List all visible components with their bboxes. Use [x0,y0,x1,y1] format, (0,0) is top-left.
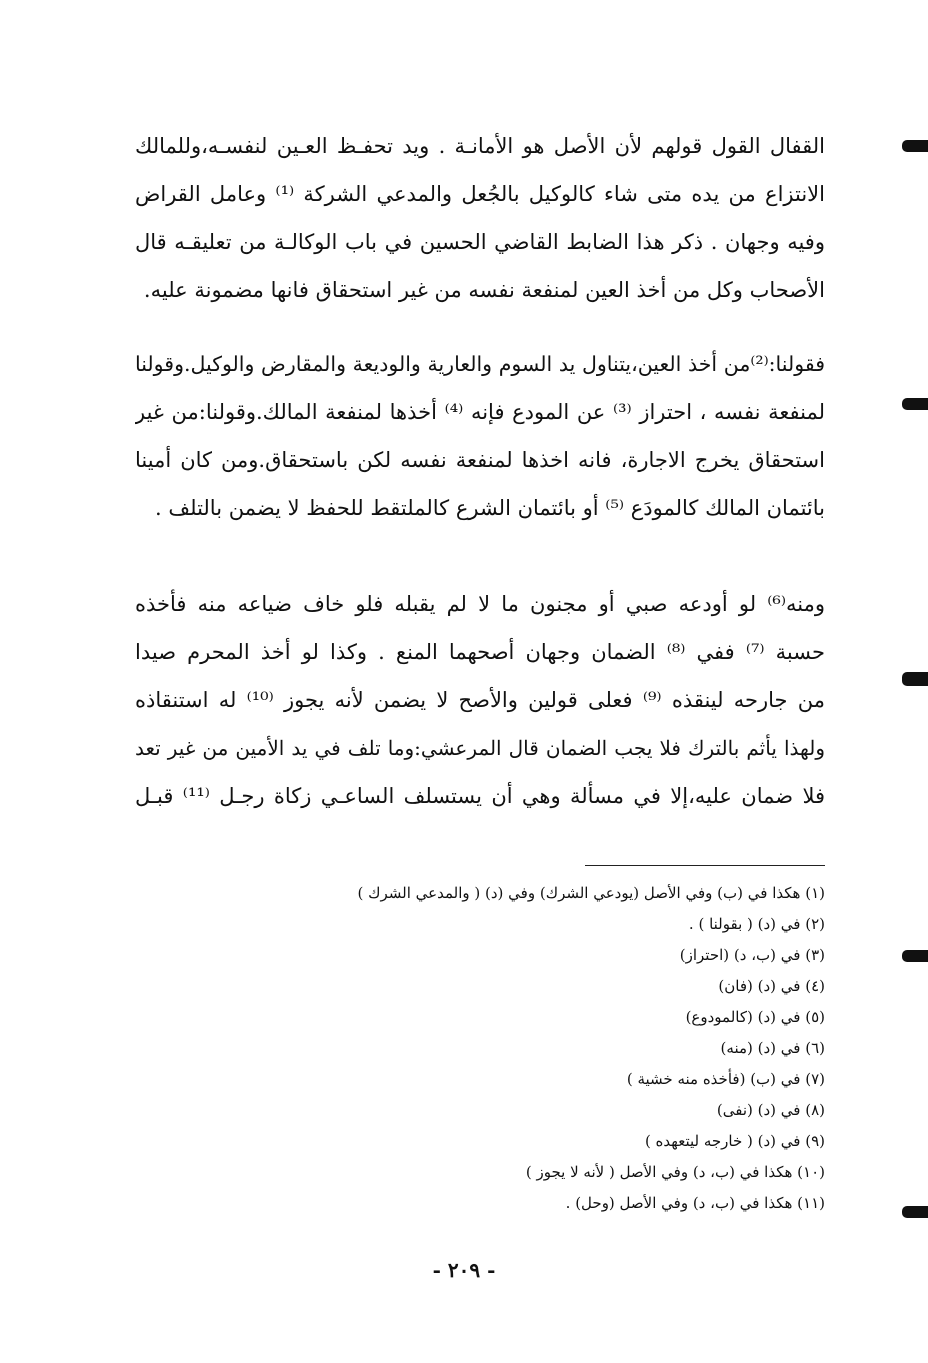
footnote: (١٠) هكذا في (ب، د) وفي الأصل ( لأنه لا يجوز ) [525,1163,825,1181]
footnote: (١١) هكذا في (ب، د) وفي الأصل (وحل) . [565,1194,825,1212]
footnote: (٣) في (ب، د) (احتراز) [679,946,825,964]
footnote: (٤) في (د) (فان) [718,977,825,995]
margin-tab-mark [902,672,928,686]
text-line: ومنه⁽⁶⁾ لو أودعه صبي أو مجنون ما لا لم يقبله فلو خاف ضياعه منه فأخذه [135,592,825,616]
paragraph-1 [135,122,825,314]
footnote: (٧) في (ب) (فأخذه منه خشية ) [626,1070,825,1088]
text-line: فقولنا:⁽²⁾من أخذ العين،يتناول يد السوم والعارية والوديعة والمقارض والوكيل.وقولنا [135,352,825,376]
footnote: (٦) في (د) (منه) [720,1039,825,1057]
margin-tab-mark [902,1206,928,1218]
page-number: - ٢٠٩ - [432,1258,496,1282]
text-line: فلا ضمان عليه،إلا في مسألة وهي أن يستسلف الساعـي زكاة رجـل ⁽¹¹⁾ قبـل [135,784,825,808]
text-line: الانتزاع من يده متى شاء كالوكيل بالجُعل والمدعي الشركة ⁽¹⁾ وعامل القراض [135,182,825,206]
text-line: لمنفعة نفسه ، احتراز ⁽³⁾ عن المودع فإنه ⁽⁴⁾ أخذها لمنفعة المالك.وقولنا:من غير [135,400,825,424]
footnote: (٥) في (د) (كالمودوع) [685,1008,825,1026]
margin-tab-mark [902,398,928,410]
footnote-separator [585,865,825,866]
text-line: استحقاق يخرج الاجارة، فانه اخذها لمنفعة نفسه لكن باستحقاق.ومن كان أمينا [135,448,825,472]
margin-tab-mark [902,140,928,152]
footnotes [300,878,825,1219]
footnote: (١) هكذا في (ب) وفي الأصل (يودعي الشرك) وفي (د) ( والمدعي الشرك ) [357,884,825,902]
text-line: وفيه وجهان . ذكر هذا الضابط القاضي الحسين في باب الوكالـة من تعليقـه قال [135,230,825,254]
footnote: (٢) في (د) ( بقولنا ) . [688,915,825,933]
text-line: الأصحاب وكل من أخذ العين لمنفعة نفسه من غير استحقاق فانها مضمونة عليه. [143,278,825,302]
margin-tab-mark [902,950,928,962]
footnote: (٩) في (د) ( خارجه ليتعهده ) [644,1132,825,1150]
text-line: بائتمان المالك كالمودَع ⁽⁵⁾ أو بائتمان الشرع كالملتقط للحفظ لا يضمن بالتلف . [155,496,825,520]
text-line: القفال القول قولهم لأن الأصل هو الأمانـة . ويد تحفـظ العـين لنفسـه،وللمالك [135,134,825,158]
text-line: حسبة ⁽⁷⁾ ففي ⁽⁸⁾ الضمان وجهان أصحهما المنع . وكذا لو أخذ المحرم صيدا [135,640,825,664]
text-line: ولهذا يأثم بالترك فلا يجب الضمان قال المرعشي:وما تلف في يد الأمين من غير تعد [135,736,825,760]
paragraph-2 [135,340,825,532]
text-line: من جارحه لينقذه ⁽⁹⁾ فعلى قولين والأصح لا يضمن لأنه يجوز ⁽¹⁰⁾ له استنقاذه [135,688,825,712]
footnote: (٨) في (د) (نفى) [716,1101,825,1119]
paragraph-3 [135,580,825,820]
